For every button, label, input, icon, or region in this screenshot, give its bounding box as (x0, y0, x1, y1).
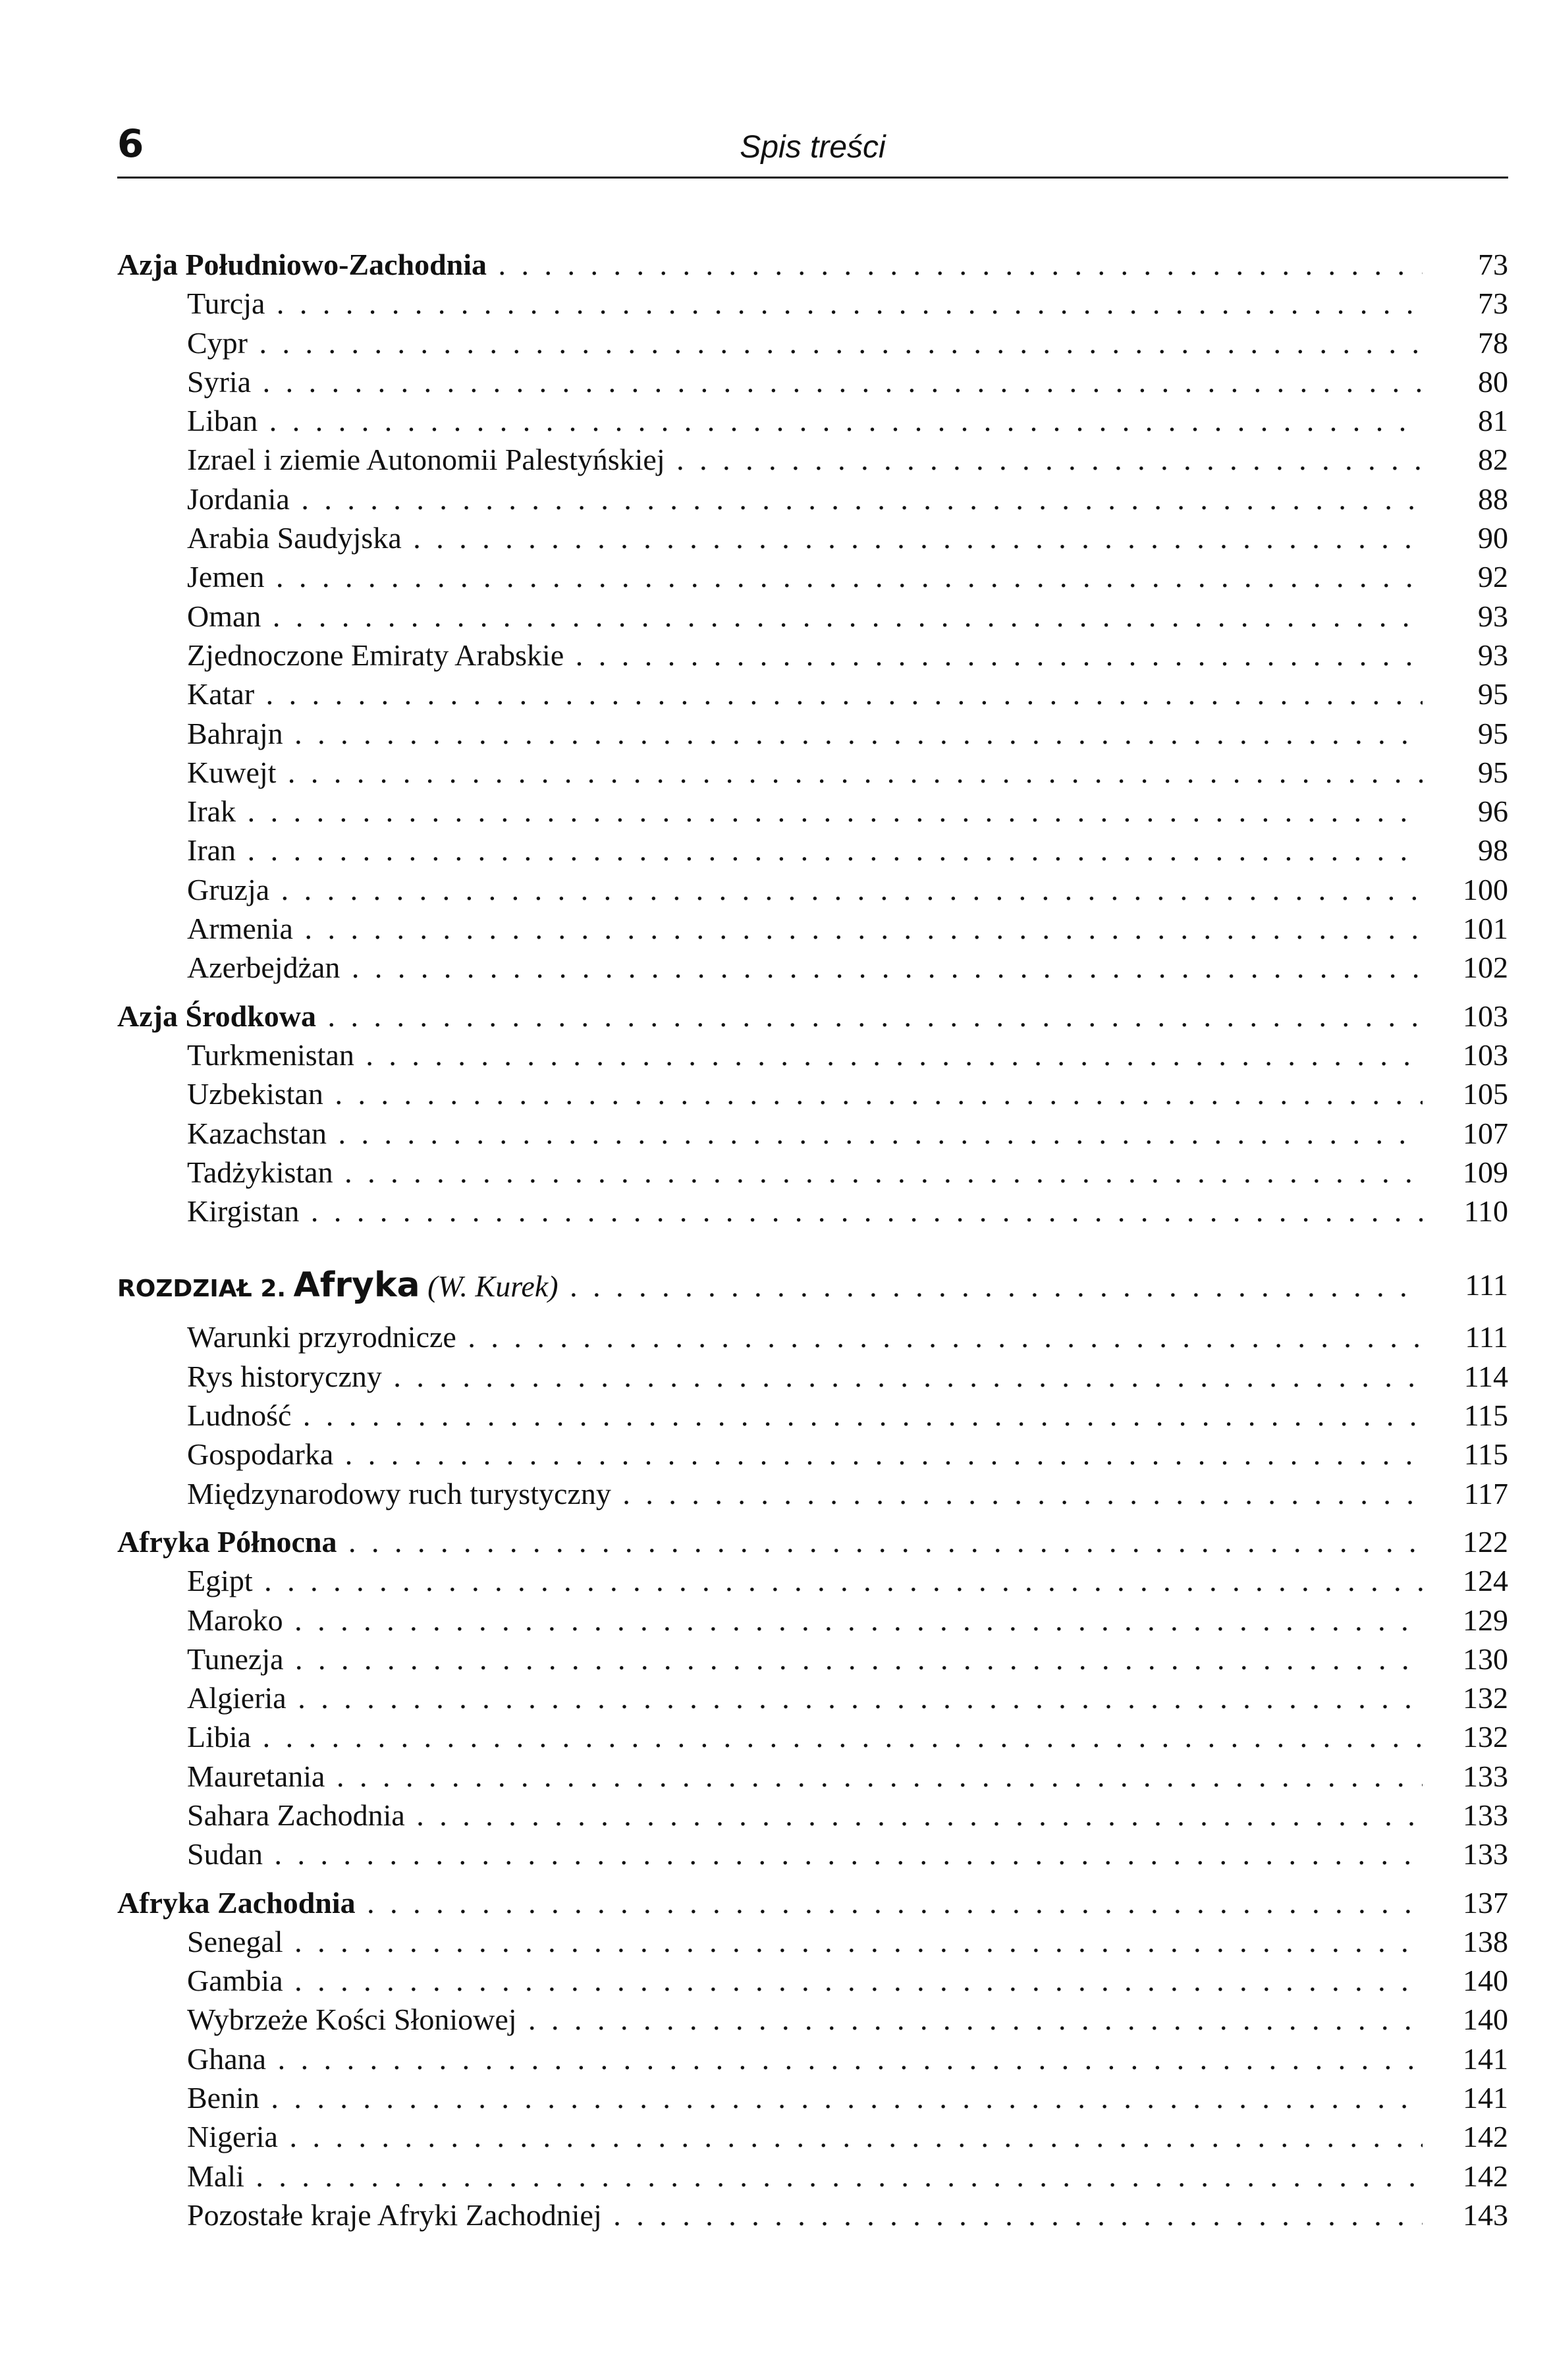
toc-entry (117, 597, 1508, 636)
toc-entry-title (187, 2157, 1423, 2196)
toc-page-number: 124 (1463, 1564, 1508, 1598)
toc-section-entry (117, 245, 1508, 284)
toc-page-number: 96 (1478, 794, 1508, 829)
toc-entry-label: Mauretania (187, 1759, 325, 1793)
toc-entry-title (187, 714, 1423, 753)
toc-entry-label: Kuwejt (187, 755, 277, 789)
toc-entry (117, 1357, 1508, 1396)
toc-entry-label: Sudan (187, 1837, 263, 1871)
toc-entry-label: Sahara Zachodnia (187, 1798, 405, 1832)
toc-entry (117, 1601, 1508, 1640)
toc-entry-label: Egipt (187, 1564, 253, 1598)
toc-entry (117, 284, 1508, 323)
toc-entry-title (187, 597, 1423, 636)
toc-section-entry (117, 997, 1508, 1036)
toc-page-number: 107 (1463, 1116, 1508, 1150)
toc-page-number: 140 (1463, 2003, 1508, 2037)
toc-entry-label: Armenia (187, 912, 293, 946)
toc-entry (117, 1074, 1508, 1113)
toc-entry-label: Azja Środkowa (117, 999, 317, 1033)
toc-entry-title (187, 1153, 1423, 1192)
toc-page-number: 115 (1463, 1437, 1508, 1472)
toc-entry (117, 1114, 1508, 1153)
toc-page-number: 93 (1478, 599, 1508, 633)
toc-entry-title (117, 1262, 1423, 1312)
toc-entry-title (187, 284, 1423, 323)
toc-entry-title (187, 1678, 1423, 1717)
toc-entry (117, 2196, 1508, 2234)
toc-page-number: 138 (1463, 1924, 1508, 1958)
toc-entry-label: Algieria (187, 1681, 286, 1715)
toc-entry (117, 636, 1508, 675)
toc-entry-title (187, 1961, 1423, 2000)
toc-entry-label: Zjednoczone Emiraty Arabskie (187, 638, 564, 672)
toc-section-entry (117, 1522, 1508, 1561)
toc-entry-title (187, 1396, 1423, 1435)
toc-entry-label: Syria (187, 364, 252, 399)
toc-page-number: 73 (1478, 287, 1508, 321)
toc-entry-label: Uzbekistan (187, 1077, 323, 1111)
toc-entry-label: Libia (187, 1720, 252, 1754)
toc-entry-title (187, 1192, 1423, 1231)
toc-entry-label: Gospodarka (187, 1437, 334, 1472)
toc-entry-title (187, 1796, 1423, 1835)
toc-entry-label: Kirgistan (187, 1194, 300, 1229)
toc-page-number: 95 (1478, 755, 1508, 789)
toc-entry-label: Afryka Zachodnia (117, 1885, 356, 1920)
toc-page-number: 101 (1463, 912, 1508, 946)
toc-entry (117, 1396, 1508, 1435)
toc-entry-label: Cypr (187, 325, 248, 360)
toc-entry (117, 480, 1508, 518)
toc-entry-label: Jordania (187, 482, 290, 516)
toc-entry (117, 1835, 1508, 1873)
toc-page-number: 142 (1463, 2120, 1508, 2154)
toc-entry-label: Turkmenistan (187, 1038, 354, 1072)
toc-page-number: 110 (1463, 1194, 1508, 1229)
toc-page-number: 132 (1463, 1681, 1508, 1715)
toc-entry-title (187, 1561, 1423, 1600)
toc-section-entry (117, 1883, 1508, 1922)
toc-page-number: 80 (1478, 364, 1508, 399)
toc-entry-label: Maroko (187, 1603, 283, 1637)
toc-entry-title (187, 2039, 1423, 2078)
toc-entry-title (187, 2078, 1423, 2117)
toc-entry (117, 1961, 1508, 2000)
toc-entry-title (187, 2117, 1423, 2156)
toc-entry (117, 2117, 1508, 2156)
toc-entry (117, 909, 1508, 948)
toc-page-number: 143 (1463, 2198, 1508, 2232)
toc-page-number: 90 (1478, 521, 1508, 555)
toc-entry (117, 440, 1508, 479)
toc-page-number: 78 (1478, 325, 1508, 360)
toc-entry-label: Izrael i ziemie Autonomii Palestyńskiej (187, 443, 665, 477)
toc-entry (117, 1640, 1508, 1678)
toc-page-number: 140 (1463, 1964, 1508, 1998)
toc-entry-title (187, 557, 1423, 596)
toc-entry-label: Tadżykistan (187, 1155, 333, 1189)
toc-page-number: 109 (1463, 1155, 1508, 1189)
running-title: Spis treści (740, 130, 886, 165)
toc-entry-title (187, 1922, 1423, 1961)
toc-entry-title (117, 245, 1423, 284)
toc-entry-title (187, 480, 1423, 518)
toc-entry-title (117, 997, 1423, 1036)
toc-entry-label: Gruzja (187, 872, 270, 906)
toc-page-number: 98 (1478, 833, 1508, 868)
toc-entry-title (187, 909, 1423, 948)
toc-entry-label: Mali (187, 2159, 244, 2193)
toc-page-number: 130 (1463, 1642, 1508, 1676)
toc-page-number: 133 (1463, 1837, 1508, 1871)
toc-entry-title (187, 1357, 1423, 1396)
toc-entry-label: Afryka Północna (117, 1524, 337, 1559)
toc-entry-label: Ghana (187, 2041, 267, 2076)
toc-page-number: 93 (1478, 638, 1508, 672)
page-header (117, 117, 1508, 179)
toc-entry-title (187, 1757, 1423, 1796)
toc-page-number: 100 (1463, 872, 1508, 906)
toc-entry-title (187, 2000, 1423, 2039)
toc-entry-label: Bahrajn (187, 716, 283, 750)
toc-entry (117, 1036, 1508, 1074)
toc-entry (117, 831, 1508, 870)
toc-page-number: 137 (1463, 1885, 1508, 1920)
chapter-author: (W. Kurek) (427, 1269, 558, 1304)
toc-entry-label: Irak (187, 794, 236, 829)
toc-entry (117, 753, 1508, 792)
toc-entry (117, 323, 1508, 362)
toc-entry (117, 1796, 1508, 1835)
toc-page-number: 81 (1478, 404, 1508, 438)
toc-entry-title (187, 1640, 1423, 1678)
toc-entry (117, 362, 1508, 401)
table-of-contents (117, 245, 1508, 2234)
toc-entry (117, 948, 1508, 987)
toc-entry-title (187, 870, 1423, 909)
toc-entry-title (187, 401, 1423, 440)
toc-entry-title (187, 831, 1423, 870)
toc-page-number: 102 (1463, 951, 1508, 985)
toc-entry (117, 1435, 1508, 1474)
page-number: 6 (117, 121, 144, 166)
toc-entry (117, 1717, 1508, 1756)
toc-page-number: 132 (1463, 1720, 1508, 1754)
toc-entry-title (187, 1114, 1423, 1153)
toc-page-number: 133 (1463, 1759, 1508, 1793)
toc-entry-label: Turcja (187, 287, 265, 321)
toc-entry (117, 2039, 1508, 2078)
toc-entry-title (187, 1317, 1423, 1356)
toc-entry (117, 870, 1508, 909)
toc-page-number: 133 (1463, 1798, 1508, 1832)
toc-entry (117, 557, 1508, 596)
toc-entry-label: Liban (187, 404, 258, 438)
toc-entry (117, 792, 1508, 831)
chapter-label: ROZDZIAŁ 2. (117, 1275, 286, 1303)
toc-entry (117, 2157, 1508, 2196)
toc-entry-title (187, 636, 1423, 675)
toc-page-number: 115 (1463, 1398, 1508, 1433)
toc-entry-title (187, 362, 1423, 401)
toc-entry-label: Kazachstan (187, 1116, 327, 1150)
toc-entry (117, 1561, 1508, 1600)
toc-page-number: 122 (1463, 1524, 1508, 1559)
toc-entry-title (187, 792, 1423, 831)
toc-entry-title (187, 1074, 1423, 1113)
toc-entry-label: Arabia Saudyjska (187, 521, 402, 555)
toc-entry-title (187, 1036, 1423, 1074)
toc-entry-label: Senegal (187, 1924, 283, 1958)
toc-entry-title (187, 1435, 1423, 1474)
toc-page-number: 111 (1465, 1320, 1508, 1354)
toc-entry-label: Nigeria (187, 2120, 278, 2154)
toc-entry (117, 518, 1508, 557)
toc-entry-label: Benin (187, 2081, 259, 2115)
toc-page-number: 92 (1478, 560, 1508, 594)
toc-entry-title (187, 440, 1423, 479)
toc-entry-label: Oman (187, 599, 261, 633)
toc-page-number: 141 (1463, 2081, 1508, 2115)
toc-page-number: 103 (1463, 1038, 1508, 1072)
toc-entry (117, 1192, 1508, 1231)
toc-entry (117, 401, 1508, 440)
toc-entry (117, 714, 1508, 753)
toc-page-number: 95 (1478, 677, 1508, 711)
toc-entry-title (187, 1601, 1423, 1640)
toc-entry-label: Międzynarodowy ruch turystyczny (187, 1476, 611, 1510)
toc-entry-label: Gambia (187, 1964, 283, 1998)
toc-entry-title (187, 1474, 1423, 1513)
toc-entry-title (117, 1883, 1423, 1922)
toc-entry (117, 1474, 1508, 1513)
toc-page-number: 95 (1478, 716, 1508, 750)
toc-entry-label: Warunki przyrodnicze (187, 1320, 456, 1354)
chapter-title: Afryka (293, 1265, 420, 1306)
toc-entry-label: Pozostałe kraje Afryki Zachodniej (187, 2198, 602, 2232)
toc-page-number: 117 (1463, 1476, 1508, 1510)
toc-entry-label: Azerbejdżan (187, 951, 340, 985)
toc-entry-label: Katar (187, 677, 255, 711)
toc-entry-title (187, 2196, 1423, 2234)
toc-entry-title (187, 948, 1423, 987)
toc-entry (117, 2000, 1508, 2039)
toc-entry-label: Wybrzeże Kości Słoniowej (187, 2003, 517, 2037)
toc-page-number: 111 (1465, 1268, 1508, 1302)
toc-page-number: 82 (1478, 443, 1508, 477)
toc-entry-title (117, 1522, 1423, 1561)
toc-entry-title (187, 323, 1423, 362)
toc-entry-label: Tunezja (187, 1642, 284, 1676)
toc-page-number: 105 (1463, 1077, 1508, 1111)
toc-page-number: 129 (1463, 1603, 1508, 1637)
toc-entry (117, 2078, 1508, 2117)
toc-entry (117, 1757, 1508, 1796)
toc-entry (117, 1153, 1508, 1192)
toc-page-number: 103 (1463, 999, 1508, 1033)
toc-entry (117, 1922, 1508, 1961)
toc-entry-label: Azja Południowo-Zachodnia (117, 248, 487, 281)
toc-page-number: 114 (1463, 1359, 1508, 1393)
toc-entry (117, 1678, 1508, 1717)
toc-chapter-entry (117, 1262, 1508, 1308)
toc-entry-title (187, 518, 1423, 557)
toc-entry-title (187, 1835, 1423, 1873)
toc-page-number: 141 (1463, 2041, 1508, 2076)
toc-entry (117, 675, 1508, 713)
toc-entry-label: Rys historyczny (187, 1359, 382, 1393)
toc-entry-title (187, 1717, 1423, 1756)
toc-page-number: 142 (1463, 2159, 1508, 2193)
toc-entry (117, 1317, 1508, 1356)
toc-page-number: 73 (1478, 248, 1508, 281)
toc-entry-label: Jemen (187, 560, 265, 594)
toc-entry-label: Iran (187, 833, 236, 868)
toc-page-number: 88 (1478, 482, 1508, 516)
toc-entry-label: Ludność (187, 1398, 292, 1433)
toc-entry-title (187, 753, 1423, 792)
toc-entry-title (187, 675, 1423, 713)
